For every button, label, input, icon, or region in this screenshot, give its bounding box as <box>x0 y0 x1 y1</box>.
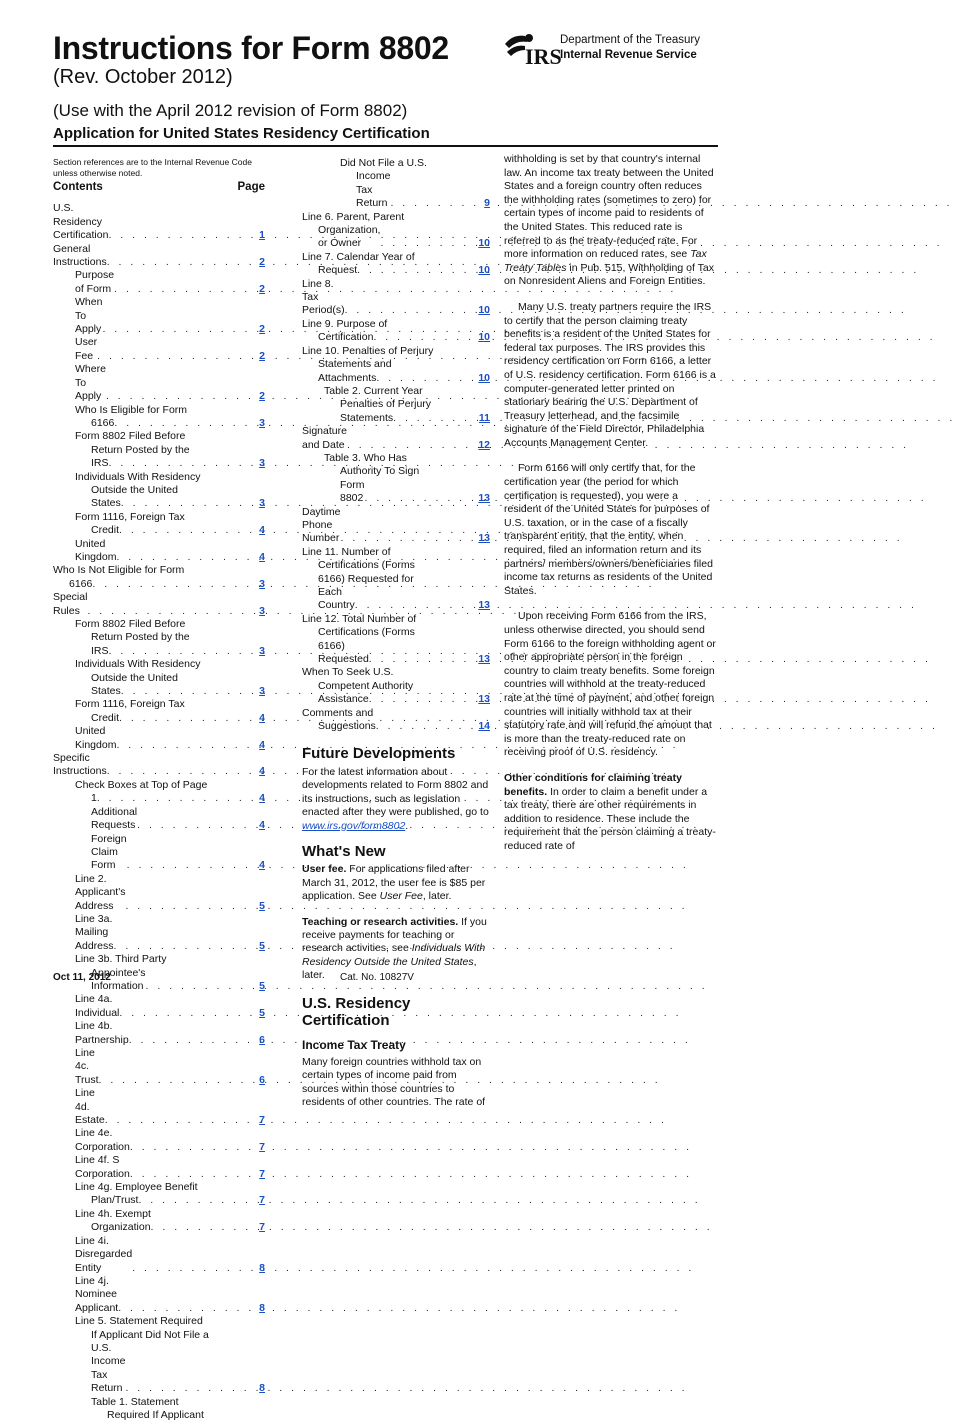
toc-leader-dots <box>119 524 258 537</box>
toc-page-link[interactable]: 13 <box>478 532 490 545</box>
toc-leader-dots <box>107 765 258 778</box>
toc-entry[interactable] <box>302 385 490 425</box>
toc-leader-dots <box>393 412 478 425</box>
toc-entry[interactable] <box>53 202 265 242</box>
toc-entry-text: General Instructions <box>53 242 107 269</box>
toc-page-link[interactable]: 4 <box>259 792 265 805</box>
toc-entry[interactable] <box>53 243 265 270</box>
toc-leader-dots <box>151 1221 259 1234</box>
toc-page-link[interactable]: 5 <box>259 1006 265 1019</box>
toc-page-link[interactable]: 10 <box>478 237 490 250</box>
toc-entry-text: Line 3b. Third Party <box>75 953 167 966</box>
toc-leader-dots <box>109 457 259 470</box>
contents-column-1 <box>53 157 265 1422</box>
toc-leader-dots <box>127 859 259 872</box>
toc-entry-text: Plan/Trust <box>91 1194 139 1207</box>
toc-leader-dots <box>106 390 258 403</box>
toc-entry-text: Return Posted by the <box>91 443 190 456</box>
toc-entry-text: Outside the United <box>91 671 178 684</box>
toc-leader-dots <box>114 417 258 430</box>
toc-entry[interactable] <box>53 430 265 470</box>
toc-entry-text: Line 11. Number of <box>302 545 391 558</box>
toc-entry[interactable] <box>53 404 265 431</box>
teaching-ref: Individuals With Residency Outside the United States <box>302 942 486 968</box>
toc-leader-dots <box>369 653 478 666</box>
future-developments-heading: Future Developments <box>302 745 456 763</box>
toc-entry[interactable] <box>302 546 490 613</box>
toc-entry[interactable] <box>53 658 265 698</box>
toc-entry-text: Signature and Date <box>302 425 347 451</box>
toc-page-link[interactable]: 9 <box>484 197 490 210</box>
toc-entry-text: States <box>91 685 121 698</box>
toc-page-link[interactable]: 5 <box>259 979 265 992</box>
toc-entry-text: IRS <box>91 644 109 657</box>
toc-leader-dots <box>119 1007 258 1020</box>
toc-leader-dots <box>118 1302 258 1315</box>
toc-entry[interactable] <box>53 269 265 296</box>
toc-page-link[interactable]: 2 <box>259 282 265 295</box>
agency-department: Department of the Treasury <box>560 34 700 46</box>
toc-leader-dots <box>125 1382 258 1395</box>
irs-form8802-link[interactable]: www.irs.gov/form8802 <box>302 819 406 832</box>
toc-leader-dots <box>116 551 258 564</box>
withholding-paragraph <box>504 153 718 289</box>
toc-page-link[interactable]: 7 <box>259 1114 265 1127</box>
toc-leader-dots <box>137 819 258 832</box>
toc-leader-dots <box>114 940 259 953</box>
other-conditions-paragraph <box>504 772 718 854</box>
toc-entry-text: Line 4i. Disregarded Entity <box>75 1234 133 1274</box>
toc-entry[interactable] <box>53 1181 265 1208</box>
toc-entry[interactable] <box>53 806 265 833</box>
toc-entry-text: Form 8802 <box>340 478 365 505</box>
toc-entry[interactable] <box>302 211 490 251</box>
toc-entry[interactable] <box>53 1127 265 1154</box>
toc-entry-text: Line 10. Penalties of Perjury <box>302 344 434 357</box>
toc-entry-text: Line 7. Calendar Year of <box>302 250 415 263</box>
toc-entry-text: Certifications (Forms <box>318 559 415 572</box>
toc-entry[interactable] <box>53 993 265 1020</box>
toc-entry[interactable] <box>302 452 490 506</box>
toc-entry-text: Table 1. Statement <box>91 1395 179 1408</box>
toc-page-link[interactable]: 10 <box>478 264 490 277</box>
user-fee-ref: User Fee <box>379 890 423 903</box>
toc-entry[interactable] <box>53 1208 265 1235</box>
toc-entry[interactable] <box>53 511 265 538</box>
toc-page-link[interactable]: 4 <box>259 765 265 778</box>
toc-leader-dots <box>97 792 258 805</box>
toc-entry-text: Where To Apply <box>75 363 106 403</box>
toc-entry-text: Who Is Not Eligible for Form <box>53 564 185 577</box>
toc-entry-text: Individuals With Residency <box>75 470 201 483</box>
toc-entry[interactable] <box>302 707 490 734</box>
toc-page-link[interactable]: 7 <box>259 1194 265 1207</box>
toc-page-link[interactable]: 3 <box>259 577 265 590</box>
toc-entry-text: 6166) Requested for <box>318 572 414 585</box>
us-residency-heading: U.S. Residency Certification <box>302 994 411 1029</box>
toc-entry-text: Line 4a. Individual <box>75 993 120 1019</box>
toc-entry-text: Outside the United <box>91 483 178 496</box>
toc-entry[interactable] <box>302 425 490 452</box>
toc-page-link[interactable]: 3 <box>259 685 265 698</box>
document-title: Instructions for Form 8802 <box>53 30 449 66</box>
user-fee-lead: User fee. <box>302 863 347 876</box>
toc-page-link[interactable]: 10 <box>478 304 490 317</box>
toc-page-link[interactable]: 2 <box>259 256 265 269</box>
agency-block <box>560 33 700 63</box>
toc-entry[interactable] <box>53 471 265 511</box>
toc-entry-text: 1 <box>91 792 97 805</box>
toc-page-link[interactable]: 2 <box>259 390 265 403</box>
toc-page-link[interactable]: 13 <box>478 492 490 505</box>
agency-irs: Internal Revenue Service <box>560 49 697 61</box>
toc-entry[interactable] <box>53 1020 265 1047</box>
toc-page-link[interactable]: 4 <box>259 738 265 751</box>
toc-entry-text: Each Country <box>318 586 355 612</box>
toc-entry-text: Appointee's Information <box>91 966 146 992</box>
toc-entry-text: Required If Applicant <box>107 1408 204 1421</box>
revision-date: (Rev. October 2012) <box>53 66 233 88</box>
toc-entry[interactable] <box>302 278 490 318</box>
toc-entry[interactable] <box>53 913 265 953</box>
toc-leader-dots <box>130 1168 258 1181</box>
toc-entry-text: 6166 <box>69 577 93 590</box>
toc-page-link[interactable]: 4 <box>259 524 265 537</box>
toc-entry-text: Suggestions <box>318 720 376 733</box>
toc-page-link[interactable]: 4 <box>259 859 265 872</box>
toc-leader-dots <box>390 197 483 210</box>
toc-entry[interactable] <box>53 564 265 591</box>
toc-leader-dots <box>341 532 478 545</box>
footer-date: Oct 11, 2012 <box>53 972 111 983</box>
header-rule <box>53 145 718 147</box>
toc-entry-text: Line 6. Parent, Parent <box>302 210 405 223</box>
toc-entry-text: Organization, or Owner <box>318 224 381 250</box>
toc-leader-dots <box>355 599 478 612</box>
toc-entry[interactable] <box>53 1087 265 1127</box>
toc-list-1 <box>53 202 265 1422</box>
toc-entry[interactable] <box>53 1047 265 1087</box>
toc-page-link[interactable]: 3 <box>259 497 265 510</box>
toc-entry[interactable] <box>53 1154 265 1181</box>
toc-page-link[interactable]: 4 <box>259 711 265 724</box>
toc-entry-text: Line 4b. Partnership <box>75 1020 129 1046</box>
toc-entry[interactable] <box>53 779 265 806</box>
toc-entry-text: Form 1116, Foreign Tax <box>75 510 185 523</box>
toc-page-link[interactable]: 1 <box>259 229 265 242</box>
toc-leader-dots <box>373 331 477 344</box>
footer-catalog-number: Cat. No. 10827V <box>340 972 414 983</box>
toc-page-link[interactable]: 14 <box>478 720 490 733</box>
toc-leader-dots <box>129 1034 258 1047</box>
toc-entry-text: Form 8802 Filed Before <box>75 430 186 443</box>
toc-leader-dots <box>116 739 258 752</box>
future-text: For the latest information about developments related to Form 8802 and its instructions, such as legislation enacted after they were published, go to <box>302 765 489 819</box>
toc-leader-dots <box>97 350 258 363</box>
toc-entry-text: Check Boxes at Top of Page <box>75 778 208 791</box>
toc-entry-text: Line 4h. Exempt <box>75 1207 151 1220</box>
toc-entry[interactable] <box>53 833 265 873</box>
future-developments-text <box>302 766 490 833</box>
toc-entry-text: Line 4j. Nominee Applicant <box>75 1274 119 1314</box>
toc-leader-dots <box>130 1141 258 1154</box>
toc-entry-text: Line 4d. Estate <box>75 1087 105 1127</box>
toc-page-link[interactable]: 13 <box>478 693 490 706</box>
form6166-certify-paragraph: Form 6166 will only certify that, for the certification year (the period for which certification is requested), you were a resident of the United States for purposes of U.S. taxation, or in the case of a fiscally transparent entity, that the entity, when required, filed an information return and its partners/ members/owners/beneficiaries filed income tax returns as residents of the United States. <box>504 462 713 597</box>
toc-entry-text: Credit <box>91 524 120 537</box>
toc-entry-text: Daytime Phone Number <box>302 505 341 545</box>
toc-leader-dots <box>347 439 477 452</box>
toc-entry-text: Did Not File a U.S. <box>340 157 427 169</box>
toc-entry-text: Penalties of Perjury <box>340 398 432 411</box>
toc-leader-dots <box>102 323 258 336</box>
toc-entry[interactable] <box>53 752 265 779</box>
income-tax-treaty-heading: Income Tax Treaty <box>302 1037 406 1052</box>
toc-page-link[interactable]: 2 <box>259 349 265 362</box>
toc-leader-dots <box>87 605 258 618</box>
toc-entry-text: Credit <box>91 711 120 724</box>
toc-page-link[interactable]: 7 <box>259 1167 265 1180</box>
toc-entry[interactable] <box>302 251 490 278</box>
toc-page-link[interactable]: 7 <box>259 1140 265 1153</box>
toc-entry-text: States <box>91 497 121 510</box>
withholding-text-b: in Pub. 515, Withholding of Tax on Nonresident Aliens and Foreign Entities. <box>504 261 714 288</box>
toc-entry-text: Competent Authority <box>318 679 414 692</box>
toc-leader-dots <box>125 900 258 913</box>
toc-page-link[interactable]: 5 <box>259 899 265 912</box>
future-end: . <box>405 819 409 832</box>
toc-entry-text: Line 9. Purpose of <box>302 317 388 330</box>
toc-entry[interactable] <box>302 666 490 706</box>
toc-leader-dots <box>365 492 478 505</box>
toc-entry-text: 6166 <box>91 416 115 429</box>
teaching-end: , later. <box>302 955 477 982</box>
page-heading: Page <box>237 181 265 193</box>
toc-entry[interactable] <box>53 363 265 403</box>
toc-leader-dots <box>376 372 477 385</box>
toc-entry-text: Assistance <box>318 693 369 706</box>
toc-entry[interactable] <box>302 157 490 211</box>
other-conditions-text: In order to claim a benefit under a tax treaty, there are other requirements in addition to residence. These include the requirement that the person claiming a treaty-reduced rate of <box>504 785 716 852</box>
toc-leader-dots <box>369 693 478 706</box>
toc-page-link[interactable]: 10 <box>478 331 490 344</box>
toc-page-link[interactable]: 11 <box>478 411 490 424</box>
toc-entry-text: Who Is Eligible for Form <box>75 403 188 416</box>
toc-page-link[interactable]: 3 <box>259 604 265 617</box>
toc-entry-text: United Kingdom <box>75 537 117 563</box>
toc-entry[interactable] <box>53 538 265 565</box>
toc-entry[interactable] <box>302 613 490 667</box>
toc-entry[interactable] <box>302 506 490 546</box>
toc-entry[interactable] <box>302 345 490 385</box>
user-fee-paragraph <box>302 863 490 903</box>
toc-entry-text: Statements <box>340 411 394 424</box>
toc-entry-text: Request <box>318 264 358 277</box>
toc-entry-text: Line 4f. S Corporation <box>75 1154 130 1180</box>
toc-leader-dots <box>146 980 259 993</box>
toc-entry[interactable] <box>53 725 265 752</box>
teaching-lead: Teaching or research activities. <box>302 915 459 928</box>
toc-leader-dots <box>380 237 477 250</box>
toc-leader-dots <box>119 712 258 725</box>
toc-entry-text: Foreign Claim Form <box>91 832 127 872</box>
toc-entry[interactable] <box>53 1396 265 1422</box>
toc-entry-text: 6166) Requested <box>318 639 369 666</box>
toc-entry-text: Table 2. Current Year <box>324 384 423 397</box>
toc-entry[interactable] <box>53 618 265 658</box>
toc-leader-dots <box>345 304 478 317</box>
toc-page-link[interactable]: 10 <box>478 371 490 384</box>
toc-entry-text: U.S. Residency Certification <box>53 202 109 242</box>
toc-page-link[interactable]: 7 <box>259 1221 265 1234</box>
toc-entry-text: Comments and <box>302 706 374 719</box>
toc-entry-text: Purpose of Form <box>75 269 115 295</box>
contents-heading: Contents <box>53 181 103 193</box>
toc-entry-text: Special Rules <box>53 591 88 617</box>
toc-entry-text: Line 12. Total Number of <box>302 612 417 625</box>
toc-entry-text: When To Seek U.S. <box>302 666 394 679</box>
toc-entry-text: Line 5. Statement Required <box>75 1315 203 1328</box>
toc-leader-dots <box>107 256 258 269</box>
upon-receiving-paragraph: Upon receiving Form 6166 from the IRS, unless otherwise directed, you should send Form 6166 to the foreign withholding agent or other appropriate person in the foreign country to claim treaty benefits. Some foreign countries will withhold at the treaty-reduced rate at the time of payment, and other foreign countries will initially withhold tax at their statutory rate and will refund the amount that is more than the treaty-reduced rate on receiving proof of U.S. residency. <box>504 610 716 759</box>
toc-entry-text: Line 4g. Employee Benefit <box>75 1181 198 1194</box>
toc-entry-text: Certification <box>318 331 374 344</box>
toc-entry-text: Table 3. Who Has <box>324 451 407 464</box>
toc-entry-text: Statements and <box>318 358 392 371</box>
toc-entry[interactable] <box>53 296 265 336</box>
toc-page-link[interactable]: 12 <box>478 438 490 451</box>
toc-leader-dots <box>108 229 258 242</box>
toc-entry-text: Line 4e. Corporation <box>75 1127 130 1153</box>
toc-leader-dots <box>138 1194 258 1207</box>
toc-entry-text: Organization <box>91 1221 151 1234</box>
section-reference-note: Section references are to the Internal Revenue Code unless otherwise noted. <box>53 157 252 178</box>
toc-entry[interactable] <box>53 873 265 913</box>
toc-entry-text: Attachments <box>318 371 377 384</box>
toc-leader-dots <box>109 645 259 658</box>
toc-page-link[interactable]: 5 <box>259 939 265 952</box>
toc-page-link[interactable]: 6 <box>259 1033 265 1046</box>
toc-page-link[interactable]: 4 <box>259 819 265 832</box>
toc-entry-text: Certifications (Forms <box>318 626 415 639</box>
toc-entry-text: Individuals With Residency <box>75 658 201 671</box>
toc-page-link[interactable]: 3 <box>259 644 265 657</box>
toc-entry[interactable] <box>53 698 265 725</box>
toc-page-link[interactable]: 4 <box>259 550 265 563</box>
toc-leader-dots <box>357 264 477 277</box>
toc-entry-text: Line 8. Tax Period(s) <box>302 277 345 317</box>
toc-entry[interactable] <box>53 336 265 363</box>
toc-leader-dots <box>92 578 258 591</box>
toc-entry[interactable] <box>53 591 265 618</box>
toc-entry-text: Line 4c. Trust <box>75 1047 99 1086</box>
toc-entry-text: U.S. Income Tax Return <box>91 1341 126 1395</box>
toc-entry-text: Line 2. Applicant's Address <box>75 872 126 912</box>
toc-entry-text: User Fee <box>75 336 98 362</box>
logo-text: IRS <box>525 44 562 69</box>
toc-leader-dots <box>105 1114 258 1127</box>
toc-entry-text: Line 3a. Mailing Address <box>75 912 114 952</box>
toc-page-link[interactable]: 3 <box>259 416 265 429</box>
toc-entry-text: Form 1116, Foreign Tax <box>75 698 185 711</box>
toc-leader-dots <box>132 1262 258 1275</box>
toc-page-link[interactable]: 2 <box>259 323 265 336</box>
toc-entry-text: United Kingdom <box>75 725 117 751</box>
toc-entry-text: IRS <box>91 457 109 470</box>
irs-eagle-logo-icon <box>503 30 562 70</box>
toc-page-link[interactable]: 13 <box>478 653 490 666</box>
toc-entry-text: Income Tax Return <box>356 170 391 210</box>
toc-entry-text: Return Posted by the <box>91 631 190 644</box>
use-with-note: (Use with the April 2012 revision of Form 8802) <box>53 101 408 120</box>
tax-treaty-tables-ref: Tax Treaty Tables <box>504 248 707 274</box>
toc-leader-dots <box>114 283 258 296</box>
income-tax-treaty-text: Many foreign countries withhold tax on certain types of income paid from sources within those countries to residents of other countries. The rate of <box>302 1055 486 1109</box>
toc-leader-dots <box>376 720 478 733</box>
toc-entry-text: Specific Instructions <box>53 752 107 778</box>
toc-page-link[interactable]: 3 <box>259 457 265 470</box>
toc-entry-text: Additional Requests <box>91 805 138 832</box>
contents-heading-row <box>53 181 265 194</box>
toc-entry-text: When To Apply <box>75 296 103 336</box>
toc-entry[interactable] <box>53 1315 265 1395</box>
application-title: Application for United States Residency Certification <box>53 125 430 142</box>
toc-page-link[interactable]: 8 <box>259 1382 265 1395</box>
toc-page-link[interactable]: 8 <box>259 1301 265 1314</box>
withholding-text-a: withholding is set by that country's internal law. An income tax treaty between the United States and a foreign country often reduces the withholding rates (sometimes to zero) for certain types of income paid to residents of the United States. This reduced rate is referred to as the treaty-reduced rate. For more information on reduced rates, see <box>504 153 714 261</box>
user-fee-text: For applications filed after March 31, 2012, the user fee is $85 per application. See <box>302 863 486 903</box>
toc-entry-text: If Applicant Did Not File a <box>91 1328 209 1341</box>
teaching-text: If you receive payments for teaching or research activities, see <box>302 915 487 955</box>
whats-new-heading: What's New <box>302 842 386 860</box>
body-column-3 <box>504 153 718 866</box>
toc-leader-dots <box>121 685 258 698</box>
other-conditions-lead: Other conditions for claiming treaty benefits. <box>504 771 682 798</box>
toc-page-link[interactable]: 13 <box>478 599 490 612</box>
toc-entry[interactable] <box>53 1235 265 1275</box>
toc-entry-text: Authority To Sign <box>340 465 420 478</box>
toc-entry-text: Form 8802 Filed Before <box>75 618 186 630</box>
toc-page-link[interactable]: 6 <box>259 1073 265 1086</box>
user-fee-end: , later. <box>422 890 452 903</box>
toc-entry[interactable] <box>53 1275 265 1315</box>
toc-leader-dots <box>99 1074 259 1087</box>
toc-page-link[interactable]: 8 <box>259 1261 265 1274</box>
treaty-partners-paragraph: Many U.S. treaty partners require the IRS to certify that the person claiming treaty benefits is a resident of the United States for federal tax purposes. The IRS provides this residency certification on Form 6166, a letter of U.S. residency certification. Form 6166 is a computer-generated letter printed on stationary bearing the U.S. Department of Treasury letterhead, and the facsimile signature of the Field Director, Philadelphia Accounts Management Center. <box>504 300 716 449</box>
toc-list-2 <box>302 157 490 733</box>
toc-entry[interactable] <box>302 318 490 345</box>
toc-leader-dots <box>121 497 258 510</box>
